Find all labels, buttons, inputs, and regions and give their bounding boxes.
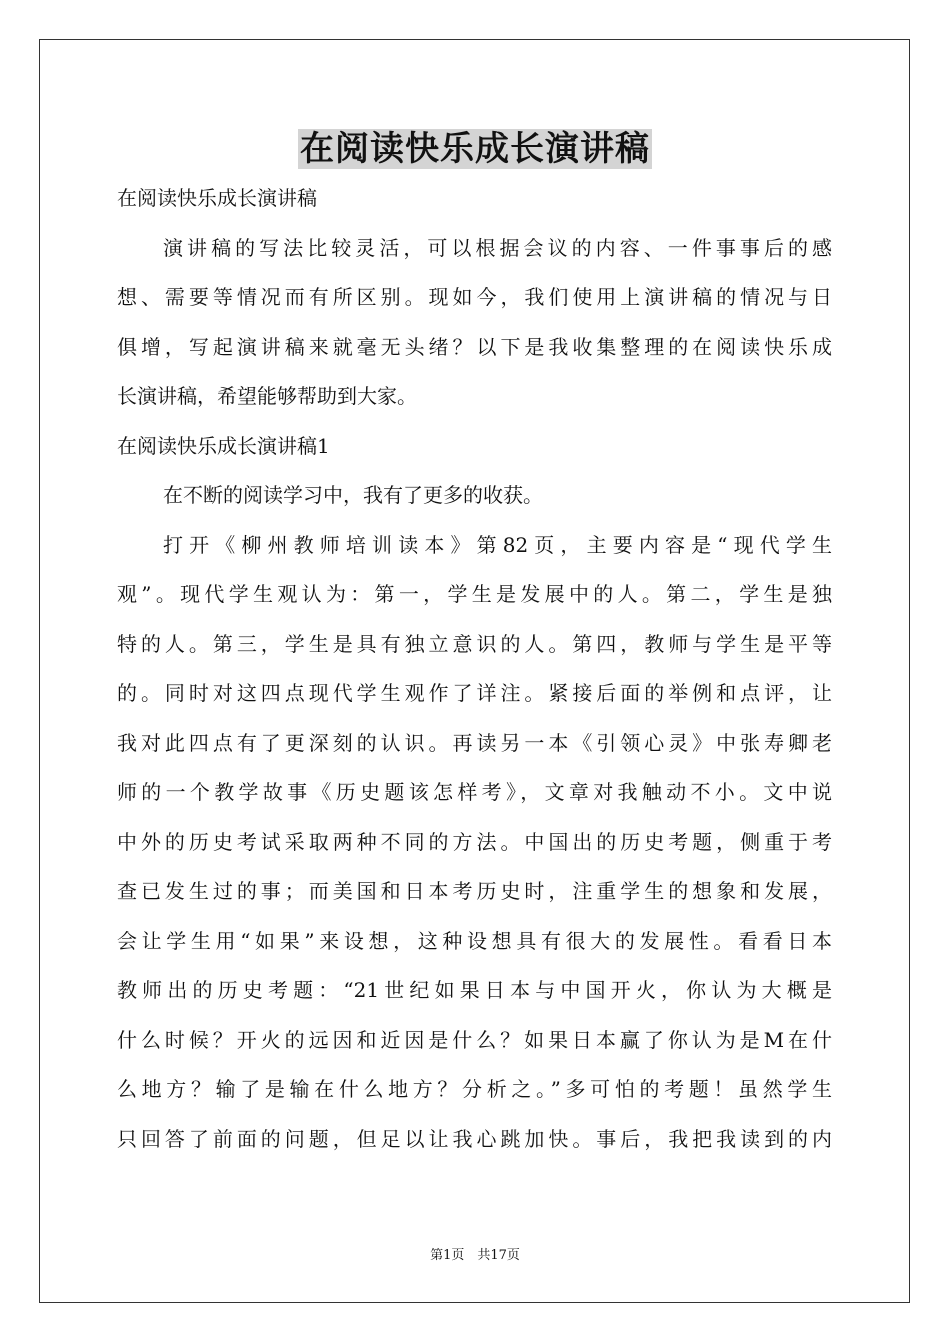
page-footer	[0, 1247, 950, 1265]
paragraph-line: 教师出的历史考题：“21世纪如果日本与中国开火，你认为大概是	[117, 978, 832, 1002]
paragraph-line: 中外的历史考试采取两种不同的方法。中国出的历史考题，侧重于考	[117, 829, 832, 854]
document-title	[0, 124, 950, 174]
paragraph-line: 什么时候？开火的远因和近因是什么？如果日本赢了你认为是M在什	[117, 1027, 832, 1052]
paragraph-line: 么地方？输了是输在什么地方？分析之。”多可怕的考题！虽然学生	[117, 1077, 832, 1101]
paragraph-line: 在不断的阅读学习中，我有了更多的收获。	[163, 483, 543, 507]
paragraph-line: 的。同时对这四点现代学生观作了详注。紧接后面的举例和点评，让	[117, 681, 832, 705]
section-heading: 在阅读快乐成长演讲稿1	[117, 433, 330, 458]
paragraph-line: 特的人。第三，学生是具有独立意识的人。第四，教师与学生是平等	[117, 631, 832, 656]
paragraph-line: 打开《柳州教师培训读本》第82页，主要内容是“现代学生	[163, 532, 832, 557]
paragraph-line: 演讲稿的写法比较灵活，可以根据会议的内容、一件事事后的感	[163, 235, 832, 260]
paragraph-line: 查已发生过的事；而美国和日本考历史时，注重学生的想象和发展，	[117, 879, 832, 903]
paragraph-line: 观”。现代学生观认为：第一，学生是发展中的人。第二，学生是独	[117, 582, 832, 606]
paragraph-line: 只回答了前面的问题，但足以让我心跳加快。事后，我把我读到的内	[117, 1126, 832, 1151]
document-body	[117, 174, 832, 1164]
paragraph-line: 我对此四点有了更深刻的认识。再读另一本《引领心灵》中张寿卿老	[117, 730, 832, 755]
paragraph-line: 长演讲稿，希望能够帮助到大家。	[117, 384, 417, 408]
paragraph-line: 师的一个教学故事《历史题该怎样考》，文章对我触动不小。文中说	[117, 780, 832, 804]
page-number: 第1页 共17页	[430, 1248, 520, 1263]
paragraph-line: 会让学生用“如果”来设想，这种设想具有很大的发展性。看看日本	[117, 928, 832, 953]
document-title-text: 在阅读快乐成长演讲稿	[300, 129, 650, 169]
paragraph-line: 俱增，写起演讲稿来就毫无头绪？以下是我收集整理的在阅读快乐成	[117, 334, 832, 359]
paragraph-line: 想、需要等情况而有所区别。现如今，我们使用上演讲稿的情况与日	[117, 285, 832, 309]
subtitle-line: 在阅读快乐成长演讲稿	[117, 186, 317, 210]
